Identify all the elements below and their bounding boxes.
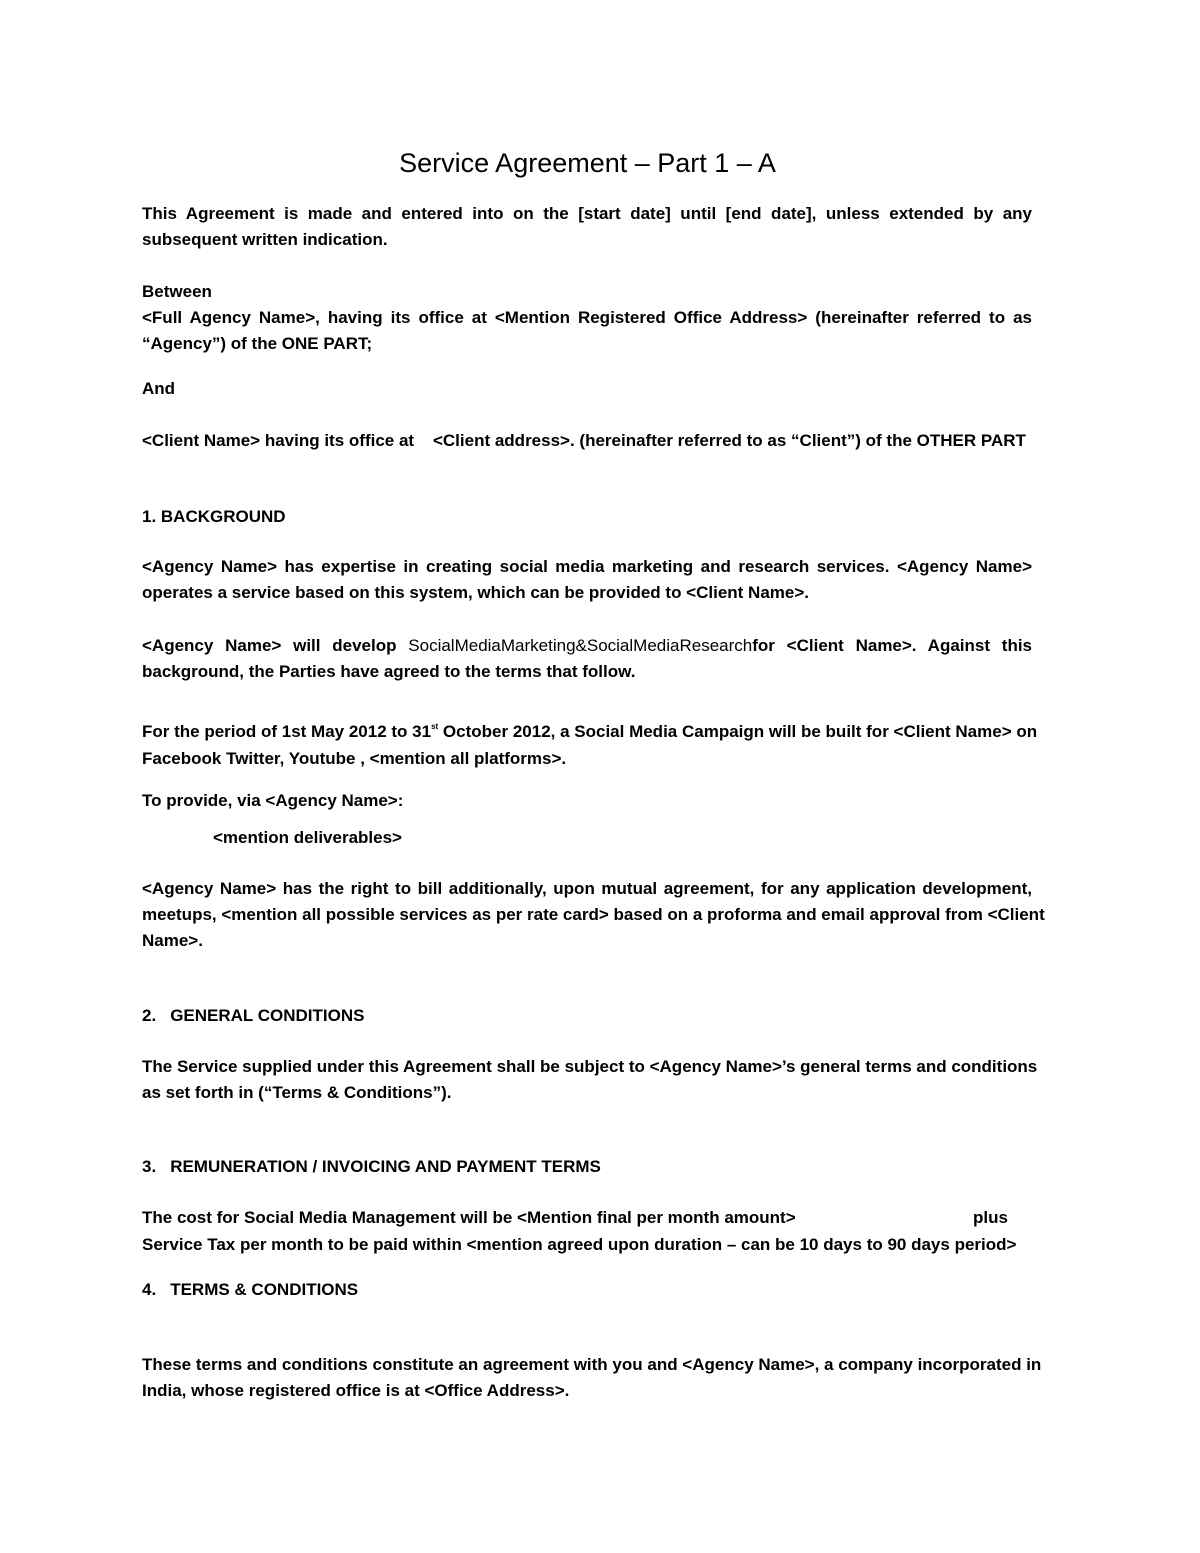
agency-party-line-2: “Agency”) of the ONE PART;	[142, 334, 373, 353]
remuneration-cost-text: The cost for Social Media Management will be <Mention final per month amount>	[142, 1208, 796, 1227]
background-p3-line-1	[142, 721, 1038, 743]
provide-line: To provide, via <Agency Name>:	[142, 791, 404, 810]
document-title: Service Agreement – Part 1 – A	[399, 148, 776, 178]
intro-line-1: This Agreement is made and entered into on the [start date] until [end date], unless extended by any	[142, 204, 1032, 223]
remuneration-title: REMUNERATION / INVOICING AND PAYMENT TERMS	[170, 1157, 601, 1176]
background-p2-line-2: background, the Parties have agreed to the terms that follow.	[142, 662, 636, 681]
background-p2-text-a: <Agency Name> will develop	[142, 636, 409, 655]
terms-number: 4.	[142, 1280, 157, 1299]
background-p3-line-2: Facebook Twitter, Youtube , <mention all platforms>.	[142, 749, 567, 768]
deliverables-line: <mention deliverables>	[213, 828, 402, 847]
remuneration-plus: plus	[973, 1208, 1008, 1227]
background-p4-line-1: <Agency Name> has the right to bill additionally, upon mutual agreement, for any application development,	[142, 879, 1032, 898]
background-p4-line-3: Name>.	[142, 931, 203, 950]
background-p2-line-1	[142, 635, 1032, 657]
general-title: GENERAL CONDITIONS	[170, 1006, 365, 1025]
remuneration-number: 3.	[142, 1157, 157, 1176]
background-heading: 1. BACKGROUND	[142, 507, 286, 526]
agency-party-line-1: <Full Agency Name>, having its office at <Mention Registered Office Address> (hereinafter referred to as	[142, 308, 1032, 327]
background-p4-line-2: meetups, <mention all possible services as per rate card> based on a proforma and email approval from <Client	[142, 905, 1045, 924]
terms-line-1: These terms and conditions constitute an agreement with you and <Agency Name>, a company incorporated in	[142, 1355, 1042, 1374]
background-p3-text-a: For the period of 1st May 2012 to 31	[142, 722, 432, 741]
background-p3-text-b: October 2012, a Social Media Campaign will be built for <Client Name> on	[438, 722, 1038, 741]
ordinal-suffix: st	[431, 722, 439, 731]
client-party-line: <Client Name> having its office at <Client address>. (hereinafter referred to as “Client”) of the OTHER PART	[142, 431, 1026, 450]
remuneration-line-2: Service Tax per month to be paid within <mention agreed upon duration – can be 10 days to 90 days period>	[142, 1235, 1017, 1254]
general-heading	[142, 1005, 364, 1027]
general-line-2: as set forth in (“Terms & Conditions”).	[142, 1083, 452, 1102]
remuneration-line-1	[142, 1207, 796, 1229]
background-p1-line-2: operates a service based on this system, which can be provided to <Client Name>.	[142, 583, 810, 602]
terms-heading	[142, 1279, 358, 1301]
remuneration-heading	[142, 1156, 601, 1178]
terms-title: TERMS & CONDITIONS	[170, 1280, 359, 1299]
background-p1-line-1: <Agency Name> has expertise in creating social media marketing and research services. <Agency Name>	[142, 557, 1032, 576]
general-number: 2.	[142, 1006, 157, 1025]
background-p2-services: SocialMediaMarketing&SocialMediaResearch	[408, 636, 753, 655]
and-label: And	[142, 379, 176, 398]
intro-line-2: subsequent written indication.	[142, 230, 388, 249]
between-label: Between	[142, 282, 212, 301]
general-line-1: The Service supplied under this Agreement shall be subject to <Agency Name>’s general terms and conditions	[142, 1057, 1038, 1076]
background-p2-text-c: for <Client Name>. Against this	[752, 636, 1033, 655]
terms-line-2: India, whose registered office is at <Office Address>.	[142, 1381, 570, 1400]
